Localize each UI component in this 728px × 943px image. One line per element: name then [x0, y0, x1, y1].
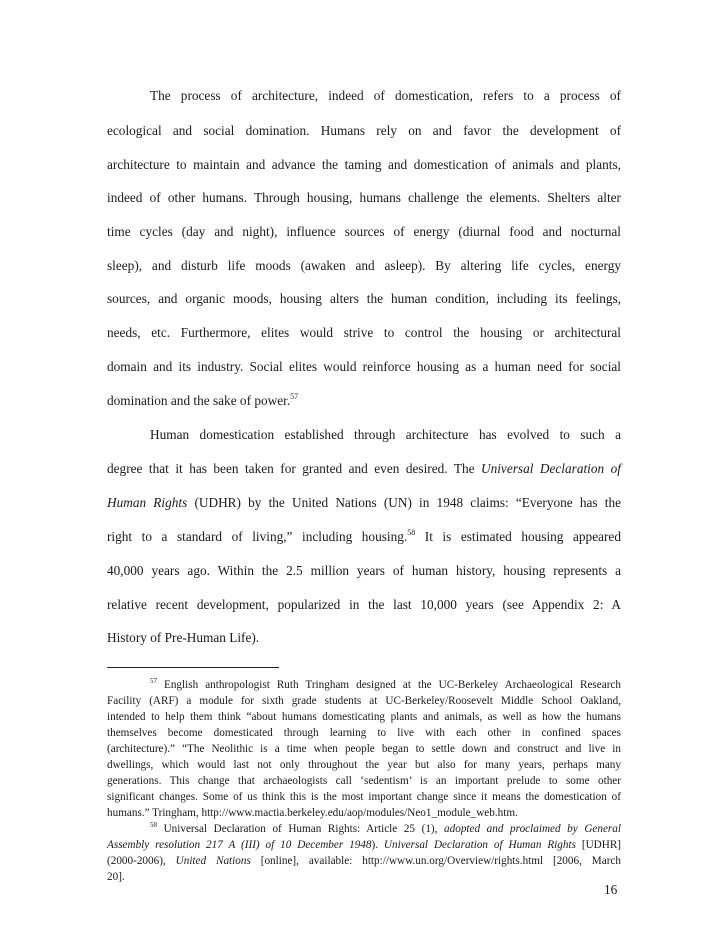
- text-span: English anthropologist Ruth Tringham designed at the UC-Berkeley Archaeological Research: [157, 679, 621, 691]
- text-line: [107, 529, 621, 545]
- footnote-line: 20].: [107, 871, 125, 883]
- text-line: indeed of other humans. Through housing, humans challenge the elements. Shelters alter: [107, 190, 621, 205]
- footnote-ref-57[interactable]: 57: [290, 392, 299, 401]
- footnote-line: significant changes. Some of us think this is the most important change since it means the domestication of: [107, 791, 621, 803]
- text-line: time cycles (day and night), influence sources of energy (diurnal food and nocturnal: [107, 224, 621, 239]
- text-span: [UDHR]: [575, 839, 622, 851]
- text-line: needs, etc. Furthermore, elites would strive to control the housing or architectural: [107, 325, 621, 340]
- text-span: It is estimated housing appeared: [415, 529, 621, 544]
- footnote-separator: [107, 667, 279, 668]
- text-span: domination and the sake of power.: [107, 393, 291, 408]
- text-line: relative recent development, popularized in the last 10,000 years (see Appendix 2: A: [107, 597, 621, 612]
- footnote-line: [150, 823, 621, 835]
- text-span: right to a standard of living,” including housing.: [107, 529, 408, 544]
- text-span: ).: [371, 839, 384, 851]
- footnote-line: [107, 839, 621, 851]
- text-line: sleep), and disturb life moods (awaken and asleep). By altering life cycles, energy: [107, 258, 621, 273]
- footnote-line: Facility (ARF) a module for sixth grade students at UC-Berkeley/Roosevelt Middle School Oakland,: [107, 695, 621, 707]
- udhr-title-italic: Human Rights: [107, 495, 188, 510]
- footnote-line: dwellings, which would last not only throughout the year but also for many years, perhaps many: [107, 759, 621, 771]
- text-line: domain and its industry. Social elites would reinforce housing as a human need for social: [107, 359, 621, 374]
- text-line: ecological and social domination. Humans rely on and favor the development of: [107, 123, 621, 138]
- text-line: The process of architecture, indeed of domestication, refers to a process of: [150, 88, 621, 103]
- text-line: Human domestication established through architecture has evolved to such a: [150, 427, 621, 442]
- text-line: architecture to maintain and advance the taming and domestication of animals and plants,: [107, 157, 621, 172]
- footnote-line: intended to help them think “about humans domesticating plants and animals, as well as how the humans: [107, 711, 621, 723]
- text-line: [107, 461, 621, 477]
- footnote-line: themselves become domesticated through learning to live with each other in confined spaces: [107, 727, 621, 739]
- text-span: degree that it has been taken for granted and even desired. The: [107, 461, 481, 476]
- footnote-number: 58: [150, 821, 157, 829]
- text-line: 40,000 years ago. Within the 2.5 million years of human history, housing represents a: [107, 563, 621, 578]
- text-span: Universal Declaration of Human Rights: Article 25 (1),: [157, 823, 445, 835]
- text-line: sources, and organic moods, housing alters the human condition, including its feelings,: [107, 291, 621, 306]
- footnote-number: 57: [150, 677, 157, 685]
- text-italic: United Nations: [175, 855, 251, 867]
- text-italic: Universal Declaration of Human Rights: [383, 839, 576, 851]
- footnote-line: (architecture).” “The Neolithic is a time when people began to settle down and construct and live in: [107, 743, 621, 755]
- page-number: 16: [604, 882, 618, 897]
- footnote-line: generations. This change that archaeologists call ‘sedentism’ is an important prelude to some other: [107, 775, 621, 787]
- text-line: History of Pre-Human Life).: [107, 630, 260, 645]
- udhr-title-italic: Universal Declaration of: [480, 461, 621, 476]
- text-italic: Assembly resolution 217 A (III) of 10 December 1948: [107, 839, 372, 851]
- footnote-line: [107, 855, 621, 867]
- text-span: (2000-2006),: [107, 855, 176, 867]
- footnote-line: [150, 679, 621, 691]
- footnote-line: humans.” Tringham, http://www.mactia.berkeley.edu/aop/modules/Neo1_module_web.htm.: [107, 807, 518, 819]
- text-span: [online], available: http://www.un.org/Overview/rights.html [2006, March: [250, 855, 621, 867]
- text-span: (UDHR) by the United Nations (UN) in 1948 claims: “Everyone has the: [187, 495, 621, 510]
- footnote-ref-58[interactable]: 58: [407, 528, 416, 537]
- text-line: [107, 495, 621, 511]
- text-line: [107, 393, 298, 409]
- text-italic: adopted and proclaimed by General: [444, 823, 621, 835]
